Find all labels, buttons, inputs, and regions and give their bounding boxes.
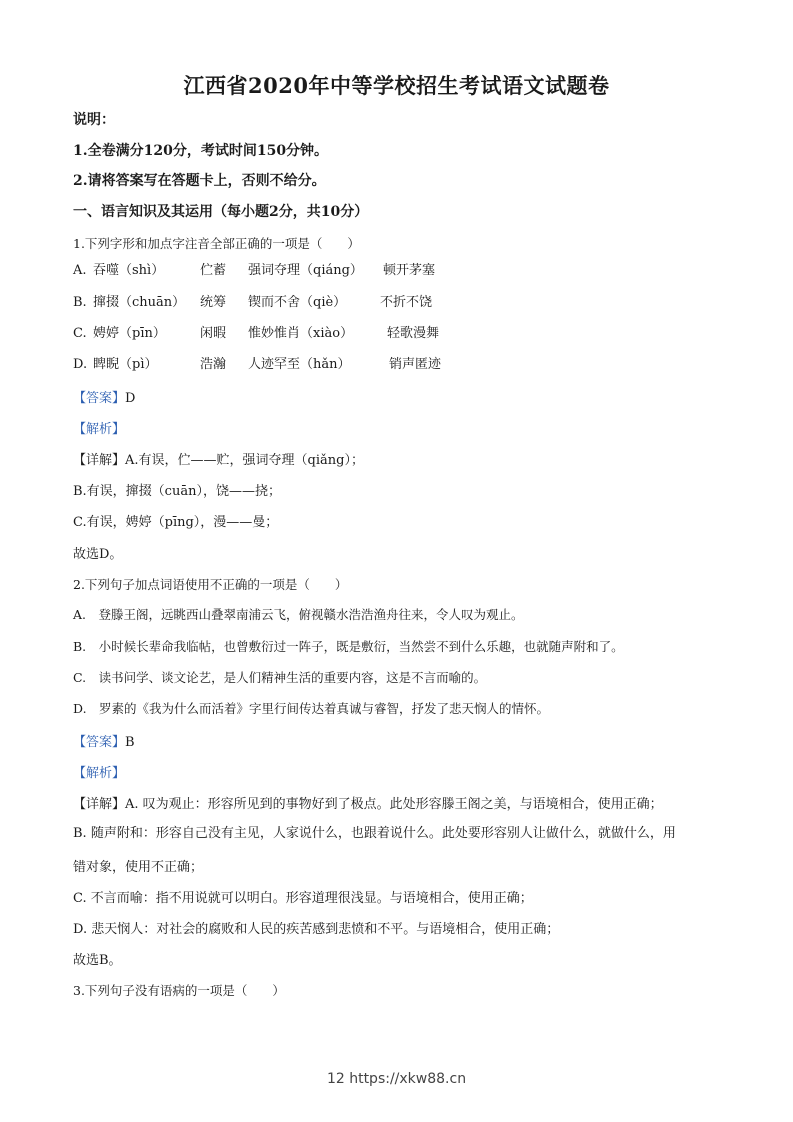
question-2-detail-1 (73, 796, 733, 814)
question-2-detail-2a: B. 随声附和：形容自己没有主见，人家说什么，也跟着说什么。此处要形容别人让做什么，就做什么，用 (73, 826, 676, 841)
question-2-option-a: A. 登滕王阁，远眺西山叠翠南浦云飞，俯视赣水浩浩渔舟往来，令人叹为观止。 (73, 607, 524, 622)
question-2-conclusion: 故选B。 (73, 953, 122, 968)
page-footer: 12 https://xkw88.cn (326, 1071, 467, 1087)
option-word-3: 人迹罕至（hǎn） (248, 357, 351, 372)
option-letter: D. (73, 357, 88, 372)
question-1-analysis-label: 【解析】 (73, 422, 126, 437)
option-letter: B. (73, 295, 87, 310)
option-word-1: 吞噬（shì） (93, 263, 165, 278)
option-word-2: 伫蓄 (200, 263, 227, 278)
question-2-option-d: D. 罗素的《我为什么而活着》字里行间传达着真诚与睿智，抒发了悲天悯人的情怀。 (73, 701, 550, 716)
question-2-analysis-label: 【解析】 (73, 766, 126, 781)
option-word-2: 浩瀚 (200, 357, 227, 372)
question-2-detail-2b: 错对象，使用不正确； (73, 860, 204, 875)
option-word-1: 睥睨（pì） (93, 357, 158, 372)
question-2-detail-3: C. 不言而喻：指不用说就可以明白。形容道理很浅显。与语境相合，使用正确； (73, 891, 533, 906)
question-2-option-c: C. 读书问学、谈文论艺，是人们精神生活的重要内容，这是不言而喻的。 (73, 670, 487, 685)
question-1-detail-2: B.有误，撺掇（cuān），饶——挠； (73, 484, 281, 499)
question-2-detail-4: D. 悲天悯人：对社会的腐败和人民的疾苦感到悲愤和不平。与语境相合，使用正确； (73, 922, 560, 937)
instruction-item-2: 2.请将答案写在答题卡上，否则不给分。 (73, 173, 326, 189)
question-1-stem: 1.下列字形和加点字注音全部正确的一项是（ ） (73, 236, 360, 251)
answer-value: D (125, 391, 136, 406)
page-title: 江西省2020年中等学校招生考试语文试题卷 (183, 73, 610, 98)
option-word-2: 闲暇 (200, 326, 227, 341)
option-word-1: 撺掇（chuān） (93, 295, 186, 310)
option-word-4: 顿开茅塞 (383, 263, 436, 278)
question-1-answer (73, 390, 733, 408)
detail-label: 【详解】 (73, 453, 126, 468)
option-word-3: 惟妙惟肖（xiào） (248, 326, 354, 341)
question-2-answer (73, 734, 733, 752)
detail-text: A. 叹为观止：形容所见到的事物好到了极点。此处形容滕王阁之美，与语境相合，使用正确； (125, 797, 663, 812)
option-word-4: 轻歌漫舞 (387, 326, 440, 341)
question-1-detail-1 (73, 452, 733, 470)
answer-label: 【答案】 (73, 735, 126, 750)
option-word-1: 娉婷（pīn） (93, 326, 166, 341)
option-word-2: 统筹 (200, 295, 227, 310)
instructions-label: 说明： (73, 112, 115, 128)
option-letter: A. (73, 263, 87, 278)
answer-label: 【答案】 (73, 391, 126, 406)
question-2-stem: 2.下列句子加点词语使用不正确的一项是（ ） (73, 577, 348, 592)
question-1-detail-3: C.有误，娉婷（pīng），漫——曼； (73, 515, 279, 530)
question-1-conclusion: 故选D。 (73, 547, 123, 562)
detail-text: A.有误，伫——贮，强词夺理（qiǎng）； (125, 453, 364, 468)
option-word-3: 强词夺理（qiáng） (248, 263, 363, 278)
answer-value: B (125, 735, 135, 750)
detail-label: 【详解】 (73, 797, 126, 812)
question-2-option-b: B. 小时候长辈命我临帖，也曾敷衍过一阵子，既是敷衍，当然尝不到什么乐趣，也就随声附和了。 (73, 639, 624, 654)
option-letter: C. (73, 326, 87, 341)
option-word-3: 锲而不舍（qiè） (248, 295, 347, 310)
section-heading: 一、语言知识及其运用（每小题2分，共10分） (73, 204, 369, 220)
option-word-4: 销声匿迹 (389, 357, 442, 372)
instruction-item-1: 1.全卷满分120分，考试时间150分钟。 (73, 143, 329, 159)
question-3-stem: 3.下列句子没有语病的一项是（ ） (73, 983, 285, 998)
option-word-4: 不折不饶 (380, 295, 433, 310)
